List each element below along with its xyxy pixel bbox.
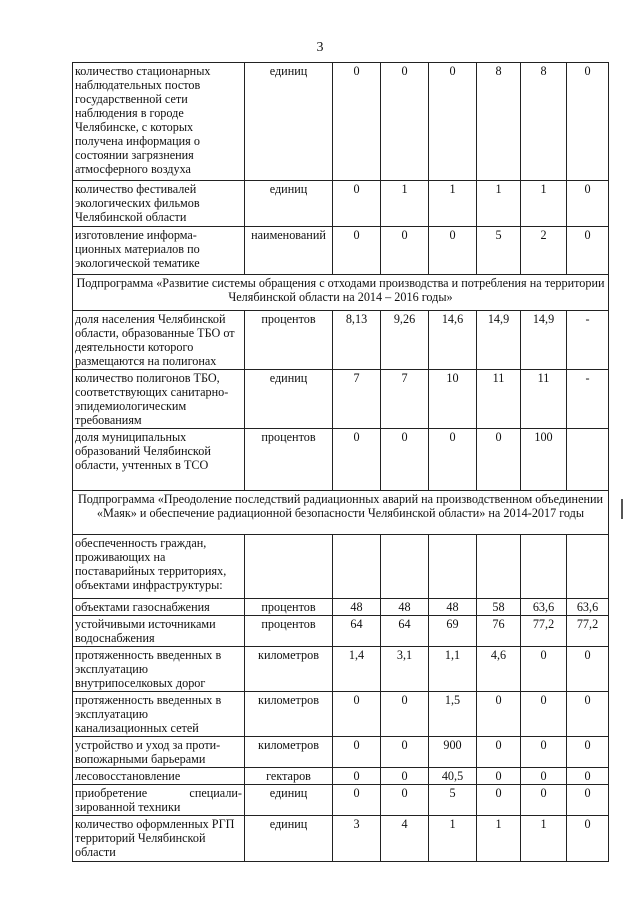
indicator-cell: протяженность введенных в эксплуатацию канализационных сетей <box>73 692 245 737</box>
indicator-cell: количество стационарных наблюдательных постов государственной сети наблюдения в городе Челябинске, с которых получена информация о состоянии загрязнения атмосферного воздуха <box>73 63 245 181</box>
value-cell: 0 <box>521 647 567 692</box>
value-cell: 0 <box>333 737 381 768</box>
value-cell: 0 <box>567 181 609 227</box>
indicator-cell: изготовление информа-ционных материалов по экологической тематике <box>73 227 245 275</box>
value-cell: 14,6 <box>429 311 477 370</box>
value-cell: 0 <box>567 692 609 737</box>
value-cell: 0 <box>567 737 609 768</box>
table-row <box>73 785 609 816</box>
value-cell: 0 <box>333 227 381 275</box>
value-cell: 64 <box>333 616 381 647</box>
value-cell: 0 <box>567 63 609 181</box>
value-cell <box>567 429 609 491</box>
section-row <box>73 491 609 535</box>
value-cell: 0 <box>333 692 381 737</box>
table-row <box>73 311 609 370</box>
value-cell: 1 <box>521 816 567 862</box>
value-cell: 1 <box>429 816 477 862</box>
value-cell: 7 <box>333 370 381 429</box>
value-cell: 64 <box>381 616 429 647</box>
value-cell: 0 <box>333 768 381 785</box>
value-cell: 10 <box>429 370 477 429</box>
value-cell: 63,6 <box>521 599 567 616</box>
value-cell: 14,9 <box>521 311 567 370</box>
table-row <box>73 692 609 737</box>
value-cell: 0 <box>477 429 521 491</box>
value-cell: 900 <box>429 737 477 768</box>
value-cell: 48 <box>429 599 477 616</box>
indicators-table <box>72 62 609 862</box>
value-cell: 0 <box>381 737 429 768</box>
value-cell: 100 <box>521 429 567 491</box>
value-cell: 77,2 <box>521 616 567 647</box>
indicator-cell: количество фестивалей экологических фильмов Челябинской области <box>73 181 245 227</box>
indicator-cell: объектами газоснабжения <box>73 599 245 616</box>
table-row <box>73 63 609 181</box>
value-cell: 5 <box>429 785 477 816</box>
value-cell: 1 <box>477 181 521 227</box>
value-cell: 0 <box>477 737 521 768</box>
section-title: Подпрограмма «Развитие системы обращения с отходами производства и потребления на территории Челябинской области на 2014 – 2016 годы» <box>73 275 609 311</box>
value-cell: 3 <box>333 816 381 862</box>
value-cell: 14,9 <box>477 311 521 370</box>
value-cell: 11 <box>521 370 567 429</box>
value-cell: 7 <box>381 370 429 429</box>
value-cell: 0 <box>381 63 429 181</box>
unit-cell: процентов <box>245 311 333 370</box>
value-cell: 0 <box>381 429 429 491</box>
value-cell: 0 <box>567 785 609 816</box>
table-row <box>73 370 609 429</box>
indicator-cell: доля муниципальных образований Челябинской области, учтенных в ТСО <box>73 429 245 491</box>
indicator-cell: протяженность введенных в эксплуатацию внутрипоселковых дорог <box>73 647 245 692</box>
value-cell: 4 <box>381 816 429 862</box>
value-cell: 2 <box>521 227 567 275</box>
value-cell: 0 <box>381 768 429 785</box>
value-cell: 0 <box>521 785 567 816</box>
table-row <box>73 429 609 491</box>
value-cell: 1,4 <box>333 647 381 692</box>
value-cell <box>381 535 429 599</box>
margin-mark <box>621 499 623 519</box>
value-cell <box>521 535 567 599</box>
value-cell: 0 <box>429 227 477 275</box>
unit-cell: километров <box>245 737 333 768</box>
value-cell: 0 <box>333 785 381 816</box>
value-cell: 0 <box>567 647 609 692</box>
value-cell: 1,5 <box>429 692 477 737</box>
table-row <box>73 535 609 599</box>
unit-cell: километров <box>245 692 333 737</box>
value-cell: 0 <box>567 227 609 275</box>
unit-cell: единиц <box>245 785 333 816</box>
value-cell <box>429 535 477 599</box>
unit-cell: единиц <box>245 181 333 227</box>
value-cell <box>333 535 381 599</box>
value-cell: 8,13 <box>333 311 381 370</box>
value-cell: 0 <box>521 737 567 768</box>
section-row <box>73 275 609 311</box>
unit-cell: процентов <box>245 599 333 616</box>
value-cell: 0 <box>381 227 429 275</box>
value-cell <box>477 535 521 599</box>
indicator-cell: доля населения Челябинской области, образованные ТБО от деятельности которого размещаются на полигонах <box>73 311 245 370</box>
table-row <box>73 599 609 616</box>
value-cell: 69 <box>429 616 477 647</box>
indicator-cell: количество полигонов ТБО, соответствующих санитарно-эпидемиологическим требованиям <box>73 370 245 429</box>
table-row <box>73 816 609 862</box>
indicator-cell: обеспеченность граждан, проживающих на поставарийных территориях, объектами инфраструктуры: <box>73 535 245 599</box>
value-cell: 0 <box>567 768 609 785</box>
unit-cell: процентов <box>245 429 333 491</box>
value-cell: 58 <box>477 599 521 616</box>
value-cell: 48 <box>381 599 429 616</box>
indicator-cell: устройство и уход за проти-вопожарными барьерами <box>73 737 245 768</box>
unit-cell: километров <box>245 647 333 692</box>
table-row <box>73 768 609 785</box>
table-row <box>73 647 609 692</box>
value-cell: 1,1 <box>429 647 477 692</box>
value-cell: 0 <box>521 768 567 785</box>
unit-cell: единиц <box>245 370 333 429</box>
value-cell: 48 <box>333 599 381 616</box>
value-cell: 0 <box>381 692 429 737</box>
value-cell: 5 <box>477 227 521 275</box>
value-cell: 8 <box>477 63 521 181</box>
value-cell <box>567 535 609 599</box>
value-cell: 11 <box>477 370 521 429</box>
value-cell: 0 <box>333 429 381 491</box>
unit-cell: единиц <box>245 63 333 181</box>
unit-cell <box>245 535 333 599</box>
value-cell: 0 <box>333 63 381 181</box>
value-cell: 0 <box>477 768 521 785</box>
indicator-cell: лесовосстановление <box>73 768 245 785</box>
table-row <box>73 181 609 227</box>
value-cell: 63,6 <box>567 599 609 616</box>
value-cell: 0 <box>521 692 567 737</box>
value-cell: 9,26 <box>381 311 429 370</box>
value-cell: 1 <box>521 181 567 227</box>
value-cell: 76 <box>477 616 521 647</box>
indicator-cell: количество оформленных РГП территорий Челябинской области <box>73 816 245 862</box>
value-cell: 0 <box>477 692 521 737</box>
value-cell: 4,6 <box>477 647 521 692</box>
value-cell: - <box>567 311 609 370</box>
unit-cell: наименований <box>245 227 333 275</box>
indicator-cell: устойчивыми источниками водоснабжения <box>73 616 245 647</box>
value-cell: 77,2 <box>567 616 609 647</box>
value-cell: 8 <box>521 63 567 181</box>
value-cell: 1 <box>477 816 521 862</box>
value-cell: 40,5 <box>429 768 477 785</box>
indicator-cell: приобретение специали-зированной техники <box>73 785 245 816</box>
value-cell: - <box>567 370 609 429</box>
table-body <box>73 63 609 862</box>
value-cell: 0 <box>333 181 381 227</box>
value-cell: 0 <box>381 785 429 816</box>
table-row <box>73 616 609 647</box>
unit-cell: гектаров <box>245 768 333 785</box>
page-number: 3 <box>316 40 324 55</box>
value-cell: 0 <box>567 816 609 862</box>
unit-cell: процентов <box>245 616 333 647</box>
value-cell: 1 <box>381 181 429 227</box>
value-cell: 0 <box>477 785 521 816</box>
value-cell: 0 <box>429 429 477 491</box>
table-row <box>73 737 609 768</box>
table-row <box>73 227 609 275</box>
value-cell: 0 <box>429 63 477 181</box>
unit-cell: единиц <box>245 816 333 862</box>
section-title: Подпрограмма «Преодоление последствий радиационных аварий на производственном объединении «Маяк» и обеспечение радиационной безопасности Челябинской области» на 2014-2017 годы <box>73 491 609 535</box>
value-cell: 3,1 <box>381 647 429 692</box>
value-cell: 1 <box>429 181 477 227</box>
